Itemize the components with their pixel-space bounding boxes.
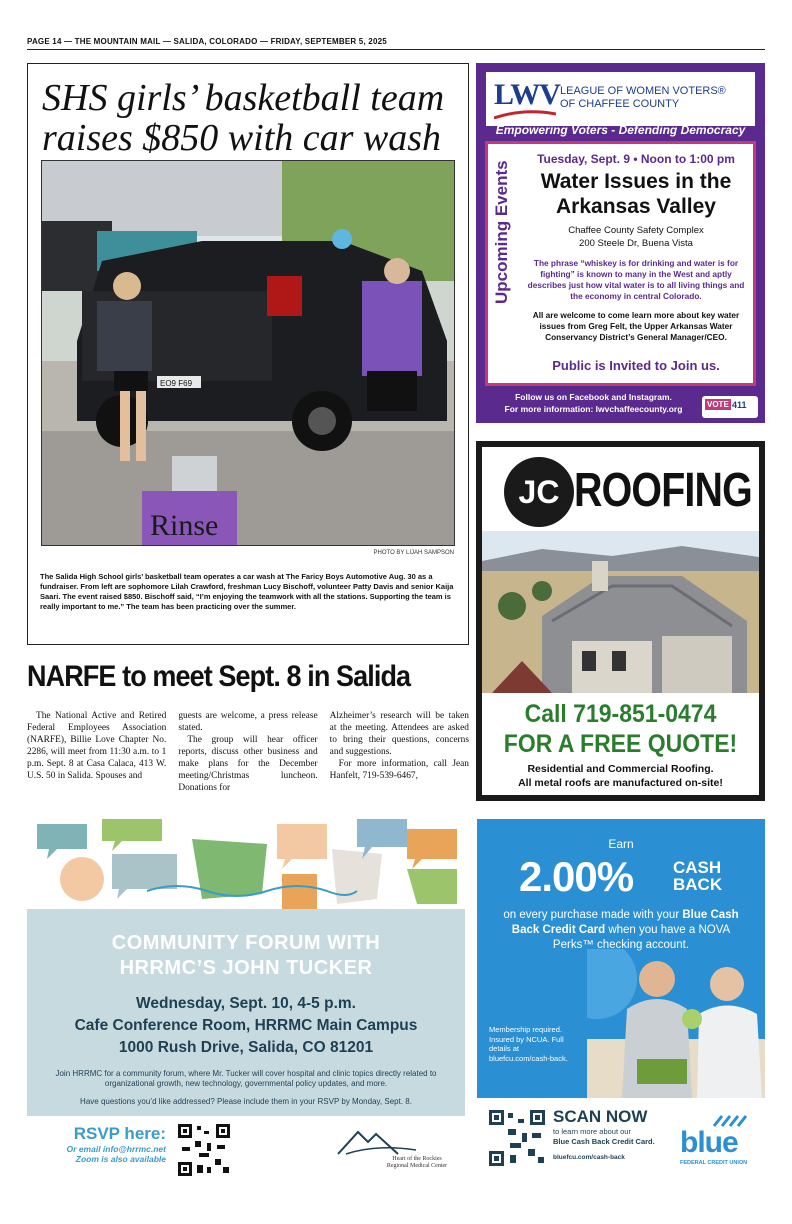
hrrmc-forum-advertisement[interactable] (27, 819, 465, 1116)
jc-brand-word: ROOFING (574, 464, 752, 517)
blue-cash-line: CASH (673, 858, 722, 877)
forum-date: Wednesday, Sept. 10, 4-5 p.m. (136, 995, 356, 1012)
narfe-paragraph: For more information, call Jean Hanfelt, 719-539-6467, (329, 759, 469, 781)
rsvp-qr-code-icon[interactable] (177, 1123, 231, 1177)
lwv-swoosh-icon (494, 110, 556, 120)
blue-fine-print: Membership required. Insured by NCUA. Full details at bluefcu.com/cash-back. (489, 1025, 568, 1063)
forum-rsvp-note: Have questions you’d like addressed? Please include them in your RSVP by Monday, Sept. 8. (80, 1097, 412, 1106)
photo-credit: PHOTO BY LIJAH SAMPSON (373, 550, 454, 556)
lwv-event-title: Water Issues in the Arkansas Valley (540, 170, 732, 218)
page-folio: PAGE 14 — THE MOUNTAIN MAIL — SALIDA, COLORADO — FRIDAY, SEPTEMBER 5, 2025 (27, 37, 387, 46)
rinse-sign-text: Rinse (150, 509, 219, 542)
house-illustration (482, 531, 759, 693)
rsvp-email[interactable]: Or email info@hrrmc.net (66, 1144, 166, 1154)
blue-cash-back (673, 859, 722, 893)
vote411-number: 411 (732, 400, 747, 410)
forum-address: 1000 Rush Drive, Salida, CO 81201 (118, 1039, 374, 1056)
lwv-logo (486, 72, 755, 126)
narfe-paragraph: The National Active and Retired Federal Employees Association (NARFE), Billie Love Chapter No. 2286, will meet from 11:30 a.m. to 1 p.m. Sept. 8 at Casa Calaca, 413 W. U.S. 50 in Salida. Spouses and (27, 711, 167, 781)
lwv-welcome: All are welcome to come learn more about key water issues from Greg Felt, the Upper Arkansas Water Conservancy District’s General Manager/CEO. (532, 310, 740, 342)
couple-photo (587, 949, 765, 1098)
blue-card-name: Blue Cash Back Credit Card (511, 909, 739, 936)
lwv-footer-website[interactable]: For more information: lwvchaffeecounty.org (504, 404, 683, 414)
jc-detail-line-2: All metal roofs are manufactured on-site! (518, 777, 723, 789)
blue-back-line: BACK (673, 875, 723, 894)
jc-roofing-advertisement[interactable] (476, 441, 765, 801)
scan-heading: SCAN NOW (553, 1107, 648, 1126)
lwv-event-venue (522, 224, 750, 250)
hrrmc-logo-line-2: Regional Medical Center (386, 1163, 448, 1169)
narfe-column-2 (178, 710, 317, 794)
lwv-venue-name: Chaffee County Safety Complex (568, 225, 704, 236)
vote411-label: VOTE (707, 400, 729, 409)
blue-copy-1: on every purchase made with your (503, 909, 680, 921)
blue-fcu-sub: FEDERAL CREDIT UNION (680, 1160, 748, 1166)
forum-band (27, 909, 465, 1116)
narfe-column-1 (27, 710, 166, 794)
lwv-public-invite: Public is Invited to Join us. (552, 358, 720, 373)
photo-caption: The Salida High School girls’ basketball team operates a car wash at The Faricy Boys Automotive Aug. 30 as a fundraiser. From left are sophomore Lilah Crawford, freshman Lucy Bischoff, volunteer Patty Davis and senior Kaija Saari. The event raised $850. Bischoff said, “I’m enjoying the teamwork with all the stations. Supporting the team is really important to me.” The team has been practicing over the summer. (40, 572, 454, 611)
blue-earn: Earn (608, 837, 634, 851)
jc-detail-line-1: Residential and Commercial Roofing. (527, 763, 714, 775)
carwash-story (27, 63, 469, 645)
lwv-org-line-1: LEAGUE OF WOMEN VOTERS® (560, 85, 726, 97)
jc-phone[interactable]: Call 719-851-0474 (524, 700, 717, 728)
jc-details (482, 762, 759, 790)
scan-sub-2: Blue Cash Back Credit Card. (553, 1137, 655, 1146)
forum-title-line-1: COMMUNITY FORUM WITH (111, 932, 381, 954)
lwv-org-line-2: OF CHAFFEE COUNTY (560, 98, 680, 110)
lwv-org-name (560, 85, 726, 111)
forum-location: Cafe Conference Room, HRRMC Main Campus (74, 1017, 418, 1034)
carwash-photo (41, 160, 455, 546)
mountain-logo-icon (336, 1126, 464, 1156)
blue-fcu-advertisement[interactable] (477, 819, 765, 1098)
forum-title-line-2: HRRMC’S JOHN TUCKER (119, 957, 373, 979)
speech-bubbles-icon (27, 819, 465, 909)
rsvp-zoom: Zoom is also available (75, 1154, 166, 1164)
blue-fcu-word: blue (680, 1126, 738, 1159)
jc-free-quote: FOR A FREE QUOTE! (503, 730, 738, 758)
narfe-column-3 (330, 710, 469, 794)
scan-sub-1: to learn more about our (553, 1127, 631, 1136)
lwv-venue-address: 200 Steele Dr, Buena Vista (579, 238, 693, 249)
lwv-quote: The phrase “whiskey is for drinking and water is for fighting” is known to many in the West and aptly describes just how vital water is to all living things and the economy in central Colorado. (527, 258, 745, 301)
folio-rule (27, 49, 765, 50)
narfe-paragraph: Alzheimer’s research will be taken at the meeting. Attendees are asked to bring their questions, concerns and suggestions. (329, 711, 469, 757)
carwash-photo-illustration (42, 161, 455, 546)
scan-url[interactable]: bluefcu.com/cash-back (553, 1154, 625, 1161)
lwv-footer (486, 391, 701, 415)
forum-details (27, 993, 465, 1059)
hrrmc-logo-line-1: Heart of the Rockies (392, 1156, 442, 1162)
lwv-advertisement[interactable] (476, 63, 765, 423)
lwv-event-panel (485, 141, 756, 386)
license-plate-text: EO9 F69 (160, 379, 193, 388)
forum-title (27, 931, 465, 981)
blue-copy-2: when you have a NOVA Perks™ checking account. (552, 924, 731, 951)
hrrmc-logo-text (372, 1156, 462, 1170)
lwv-event-content (522, 152, 750, 373)
forum-description: Join HRRMC for a community forum, where Mr. Tucker will cover hospital and clinic topics directly related to organizational growth, new technology, governmental policy updates, and more. (55, 1069, 437, 1088)
blue-fcu-logo (680, 1112, 765, 1170)
jc-logo-mark: JC (504, 457, 574, 527)
lwv-side-label: Upcoming Events (492, 160, 511, 304)
scan-now-block (553, 1107, 655, 1161)
blue-copy (497, 908, 745, 953)
speech-bubbles-art (27, 819, 465, 909)
lwv-tagline: Empowering Voters - Defending Democracy (495, 123, 746, 137)
house-photo (482, 531, 759, 693)
blue-qr-code-icon[interactable] (488, 1109, 546, 1167)
narfe-headline: NARFE to meet Sept. 8 in Salida (27, 660, 411, 693)
carwash-headline: SHS girls’ basketball team raises $850 with car wash (42, 77, 445, 159)
lwv-event-date: Tuesday, Sept. 9 • Noon to 1:00 pm (537, 152, 735, 166)
jc-phone-cta[interactable] (493, 699, 748, 759)
blue-rate: 2.00% (519, 853, 634, 900)
hrrmc-logo (336, 1126, 464, 1174)
lwv-footer-social: Follow us on Facebook and Instagram. (515, 392, 672, 402)
lwv-logo-letters: LWV (494, 78, 560, 111)
vote411-badge (702, 396, 758, 418)
rsvp-heading: RSVP here: (73, 1124, 166, 1143)
narfe-paragraph: guests are welcome, a press release stated. (178, 711, 318, 733)
rsvp-block[interactable] (50, 1124, 166, 1164)
narfe-body (27, 710, 469, 794)
narfe-paragraph: The group will hear officer reports, discuss other business and make plans for the December meeting/Christmas luncheon. Donations for (178, 735, 318, 793)
